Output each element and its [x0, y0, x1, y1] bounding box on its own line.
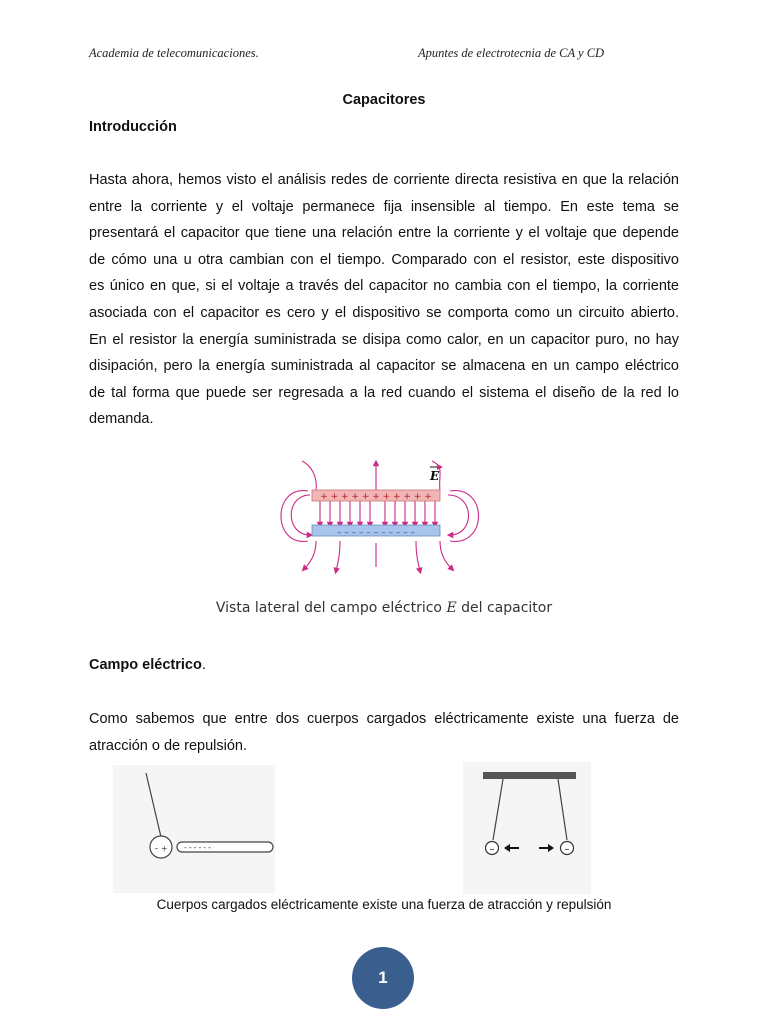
figure1-caption-before: Vista lateral del campo eléctrico: [215, 600, 447, 616]
figure2-caption: Cuerpos cargados eléctricamente existe una fuerza de atracción y repulsión: [156, 897, 612, 912]
intro-line: En el resistor la energía suministrada se disipa como calor, en un capacitor puro, no hay: [89, 331, 679, 348]
intro-line: demanda.: [89, 411, 154, 428]
electric-field-line: Como sabemos que entre dos cuerpos cargados eléctricamente existe una fuerza de: [89, 711, 679, 727]
electric-field-heading: [89, 657, 206, 673]
figure1-caption-after: del capacitor: [456, 600, 553, 616]
intro-line: presentará el capacitor que tiene una relación entre la corriente y el voltaje que depende: [89, 225, 679, 242]
repulsion-figure: [463, 762, 591, 894]
intro-line: de tal forma que puede ser regresada a la red cuando el sistema el diseño de la red lo: [89, 384, 679, 401]
left-ball-charge: –: [489, 844, 495, 855]
field-label-E: E: [430, 469, 440, 483]
electric-field-paragraph: [89, 706, 679, 759]
header-right: Apuntes de electrotecnia de CA y CD: [418, 46, 605, 60]
electric-field-heading-text: Campo eléctrico: [89, 657, 202, 673]
electric-field-heading-suffix: .: [201, 657, 206, 673]
figure1-caption: [0, 600, 768, 616]
intro-paragraph: [89, 167, 679, 433]
intro-heading: Introducción: [89, 119, 177, 135]
support-bar: [483, 772, 576, 779]
intro-line: asociada con el capacitor es cero y el dispositivo se comporta como un circuito abierto.: [89, 304, 679, 321]
header-left: Academia de telecomunicaciones.: [89, 46, 259, 60]
sphere-charges: – +: [154, 844, 168, 853]
page-number-badge: 1: [352, 947, 414, 1009]
intro-line: Hasta ahora, hemos visto el análisis redes de corriente directa resistiva en que la relación: [89, 172, 679, 188]
page-title: Capacitores: [342, 92, 426, 108]
attraction-figure: [113, 765, 275, 893]
electric-field-line: atracción o de repulsión.: [89, 737, 247, 754]
plate-positive-charges: + + + + + + + + + + +: [320, 492, 432, 502]
plate-negative-charges: – – – – – – – – – – –: [336, 528, 416, 538]
intro-line: disipación, pero la energía suministrada al capacitor se almacena en un campo eléctrico: [89, 358, 679, 375]
capacitor-field-diagram: [280, 455, 480, 575]
rod-charges: ------: [183, 843, 212, 852]
right-ball-charge: –: [564, 844, 570, 855]
intro-line: entre la corriente y el voltaje permanece fija insensible al tiempo. En este tema se: [89, 198, 679, 215]
intro-line: es único en que, si el voltaje a través del capacitor no cambia con el tiempo, la corriente: [89, 278, 679, 295]
figure1-caption-symbol: E: [446, 600, 457, 616]
intro-line: de cómo una u otra cambian con el tiempo. Comparado con el resistor, este dispositivo: [89, 251, 679, 268]
